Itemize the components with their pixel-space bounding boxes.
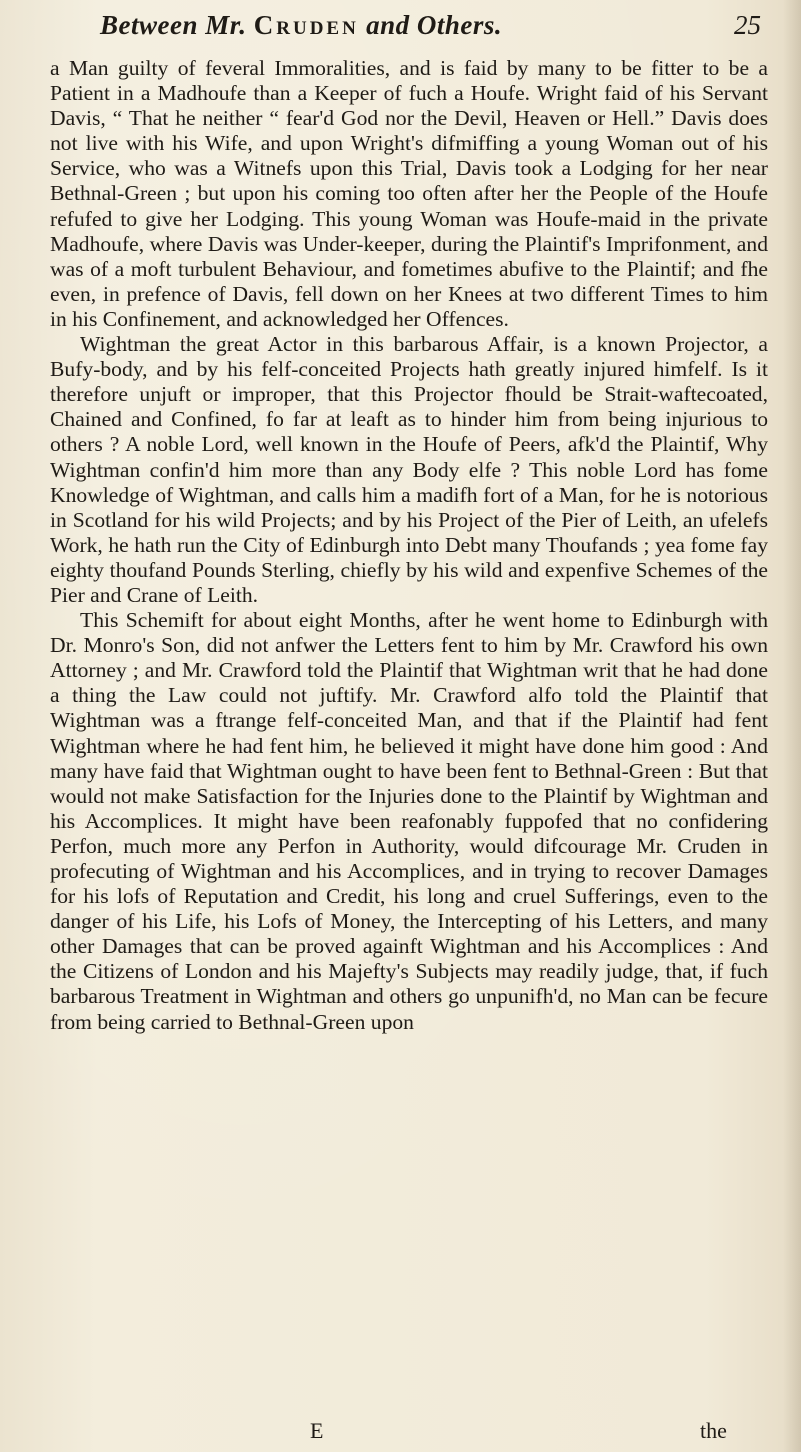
running-title-name: Cruden (253, 10, 359, 40)
running-header (100, 10, 761, 48)
paragraph-1: a Man guilty of feveral Immoralities, and is faid by many to be fitter to be a Patient in a Madhoufe than a Keeper of fuch a Houfe. Wright faid of his Servant Davis, “ That he neither “ fear'd God nor the Devil, Heaven or Hell.” Davis does not live with his Wife, and upon Wright's difmiffing a young Woman out of his Service, who was a Witnefs upon this Trial, Davis took a Lodging for her near Bethnal-Green ; but upon his coming too often after her the People of the Houfe refufed to give her Lodging. This young Woman was Houfe-maid in the private Madhoufe, where Davis was Under-keeper, during the Plaintif's Imprifonment, and was of a moft turbulent Behaviour, and fometimes abufive to the Plaintif; and fhe even, in prefence of Davis, fell down on her Knees at two different Times to him in his Confinement, and acknowledged her Offences. (50, 56, 768, 331)
body-text (50, 56, 768, 1035)
paragraph-2: Wightman the great Actor in this barbarous Affair, is a known Projector, a Bufy-body, and by his felf-conceited Projects hath greatly injured himfelf. Is it therefore unjuft or improper, that this Projector fhould be Strait-waftecoated, Chained and Confined, fo far at leaft as to hinder him from being injurious to others ? A noble Lord, well known in the Houfe of Peers, afk'd the Plaintif, Why Wightman confin'd him more than any Body elfe ? This noble Lord has fome Knowledge of Wightman, and calls him a madifh fort of a Man, for he is notorious in Scotland for his wild Projects; and by his Project of the Pier of Leith, an ufelefs Work, he hath run the City of Edinburgh into Debt many Thoufands ; yea fome fay eighty thoufand Pounds Sterling, chiefly by his wild and expenfive Schemes of the Pier and Crane of Leith. (50, 332, 768, 607)
running-title (100, 10, 502, 41)
page-edge-shadow (783, 0, 801, 1452)
page-number: 25 (734, 10, 761, 40)
paragraph-3: This Schemift for about eight Months, after he went home to Edinburgh with Dr. Monro's Son, did not anfwer the Letters fent to him by Mr. Crawford his own Attorney ; and Mr. Crawford told the Plaintif that Wightman writ that he had done a thing the Law could not juftify. Mr. Crawford alfo told the Plaintif that Wightman was a ftrange felf-conceited Man, and that if the Plaintif had fent Wightman where he had fent him, he believed it might have done him good : And many have faid that Wightman ought to have been fent to Bethnal-Green : But that would not make Satisfaction for the Injuries done to the Plaintif by Wightman and his Accomplices. It might have been reafonably fuppofed that no confidering Perfon, much more any Perfon in Authority, would difcourage Mr. Cruden in profecuting of Wightman and his Accomplices, and in trying to recover Damages for his lofs of Reputation and Credit, his long and cruel Sufferings, even to the danger of his Life, his Lofs of Money, the Intercepting of his Letters, and many other Damages that can be proved againft Wightman and his Accomplices : And the Citizens of London and his Majefty's Subjects may readily judge, that, if fuch barbarous Treatment in Wightman and others go unpunifh'd, no Man can be fecure from being carried to Bethnal-Green upon (50, 608, 768, 1034)
signature-mark: E (310, 1418, 324, 1443)
catchword: the (700, 1418, 727, 1443)
running-title-post: and Others. (366, 10, 503, 40)
running-title-pre: Between Mr. (100, 10, 247, 40)
